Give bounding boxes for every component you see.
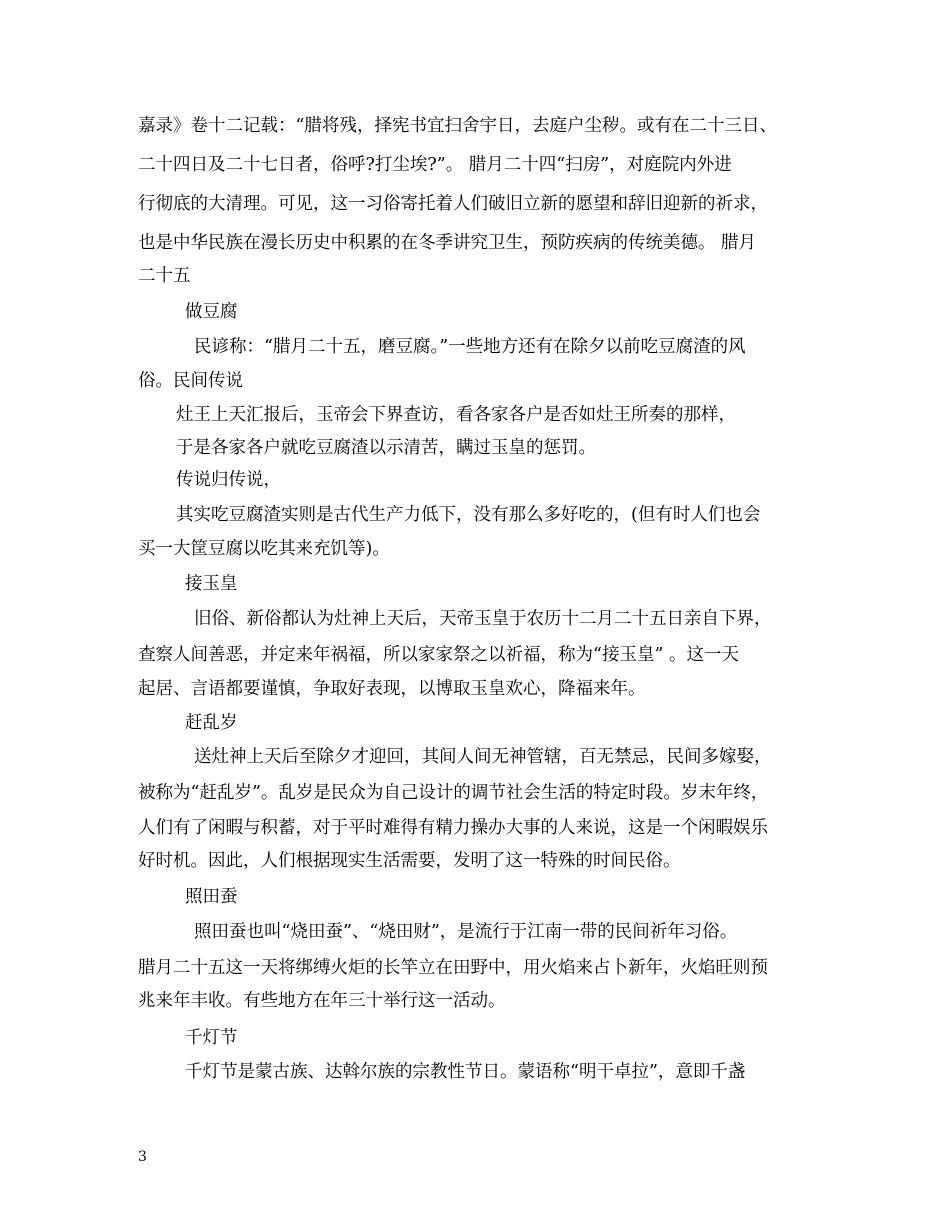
text-line: 二十四日及二十七日者，俗呼?打尘埃?”。 腊月二十四“扫房”，对庭院内外进 [138,155,732,175]
text-line: 传说归传说， [176,470,281,490]
text-line: 于是各家各户就吃豆腐渣以示清苦，瞒过玉皇的惩罚。 [176,438,596,458]
text-line: 旧俗、新俗都认为灶神上天后，天帝玉皇于农历十二月二十五日亲自下界， [194,609,772,629]
text-line: 送灶神上天后至除夕才迎回，其间人间无神管辖，百无禁忌，民间多嫁娶， [194,747,772,767]
section-heading: 做豆腐 [185,302,238,322]
text-line: 也是中华民族在漫长历史中积累的在冬季讲究卫生，预防疾病的传统美德。 腊月 [138,233,757,253]
text-line: 查察人间善恶，并定来年祸福，所以家家祭之以祈福，称为“接玉皇” 。这一天 [138,645,739,665]
text-line: 被称为“赶乱岁”。乱岁是民众为自己设计的调节社会生活的特定时段。岁末年终， [138,783,769,803]
text-line: 二十五 [138,266,191,286]
text-line: 行彻底的大清理。可见，这一习俗寄托着人们破旧立新的愿望和辞旧迎新的祈求， [138,194,768,214]
section-heading: 千灯节 [185,1028,238,1048]
text-line: 灶王上天汇报后，玉帝会下界查访，看各家各户是否如灶王所奏的那样， [176,405,736,425]
text-line: 人们有了闲暇与积蓄，对于平时难得有精力操办大事的人来说，这是一个闲暇娱乐 [138,818,768,838]
text-line: 起居、言语都要谨慎，争取好表现，以博取玉皇欢心，降福来年。 [138,679,646,699]
text-line: 嘉录》卷十二记载：“腊将残，择宪书宜扫舍宇日，去庭户尘秽。或有在二十三日、 [138,116,777,136]
text-line: 照田蚕也叫“烧田蚕”、“烧田财”，是流行于江南一带的民间祈年习俗。 [194,922,738,942]
text-line: 好时机。因此，人们根据现实生活需要，发明了这一特殊的时间民俗。 [138,851,681,871]
text-line: 千灯节是蒙古族、达斡尔族的宗教性节日。蒙语称“明干卓拉”，意即千盏 [185,1062,746,1082]
page-number: 3 [138,1149,147,1165]
text-line: 腊月二十五这一天将绑缚火炬的长竿立在田野中，用火焰来占卜新年，火焰旺则预 [138,958,768,978]
section-heading: 照田蚕 [185,887,238,907]
text-line: 买一大筐豆腐以吃其来充饥等)。 [138,539,390,559]
section-heading: 接玉皇 [185,574,238,594]
text-line: 俗。民间传说 [138,371,243,391]
text-line: 其实吃豆腐渣实则是古代生产力低下，没有那么多好吃的，(但有时人们也会 [176,505,761,525]
section-heading: 赶乱岁 [185,713,238,733]
text-line: 兆来年丰收。有些地方在年三十举行这一活动。 [138,991,506,1011]
text-line: 民谚称：“腊月二十五，磨豆腐。”一些地方还有在除夕以前吃豆腐渣的风 [194,337,746,357]
